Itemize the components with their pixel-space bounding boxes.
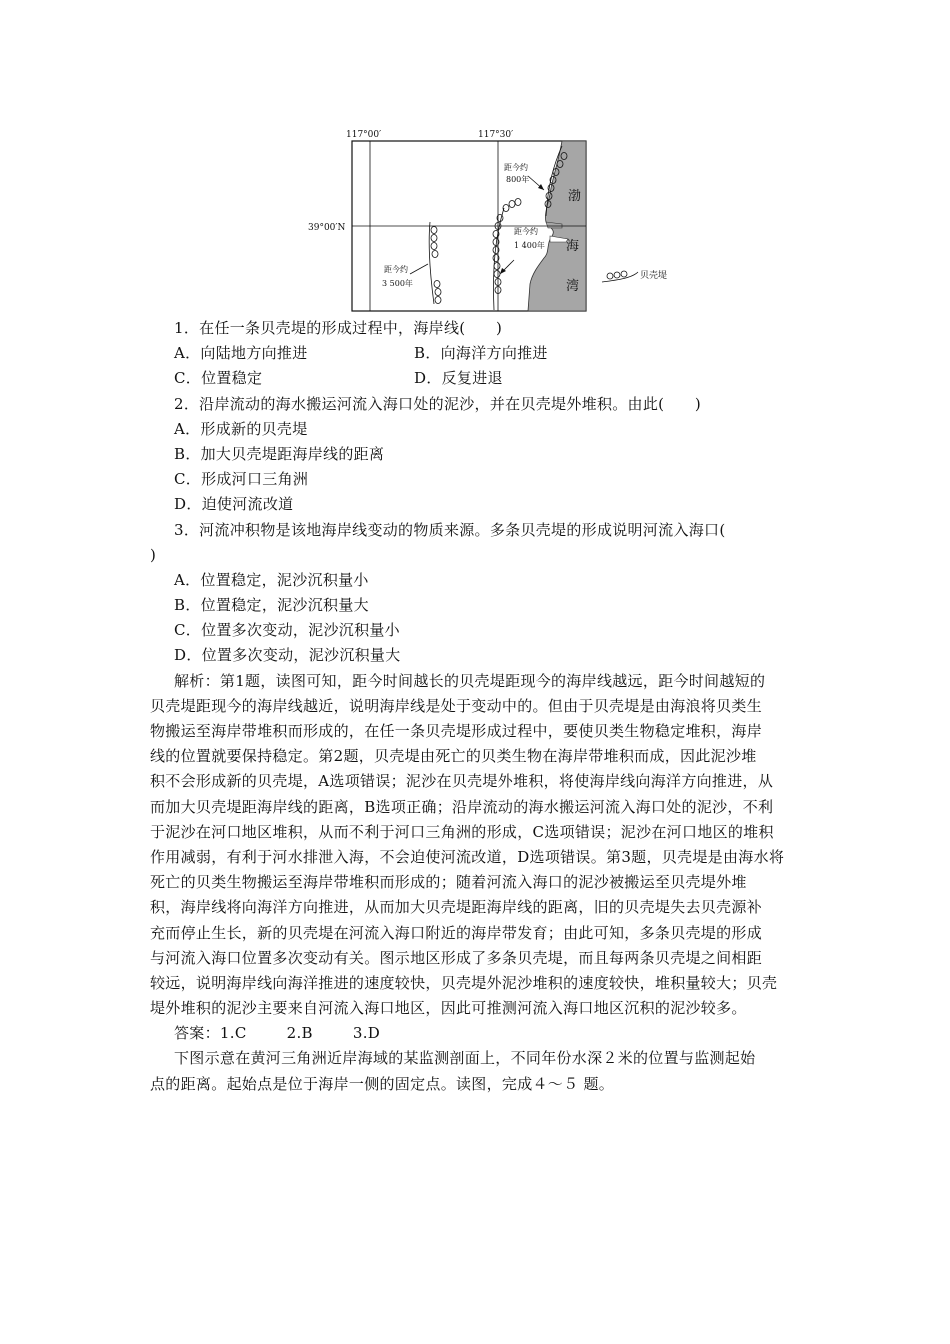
label-3500-line2: 3 500年	[382, 279, 413, 288]
q2-option-d: D．迫使河流改道	[174, 495, 294, 514]
q1-option-b: B．向海洋方向推进	[414, 344, 548, 363]
q1-options-row1	[150, 341, 826, 366]
analysis-line: 与河流入海口位置多次变动有关。图示地区形成了多条贝壳堤，而且每两条贝壳堤之间相距	[150, 948, 763, 967]
answer-2: 2.B	[286, 1024, 313, 1043]
answer-line	[150, 1021, 826, 1046]
q1-stem: 1．在任一条贝壳堤的形成过程中，海岸线( )	[174, 319, 503, 337]
q2-option-c: C．形成河口三角洲	[174, 470, 309, 489]
q1-option-d: D．反复进退	[414, 369, 503, 388]
analysis-line: 作用减弱，有利于河水排泄入海，不会迫使河流改道，D选项错误。第3题，贝壳堤是由海水将	[150, 847, 785, 866]
answer-1: 1.C	[219, 1024, 247, 1043]
q1-option-c: C．位置稳定	[174, 369, 263, 388]
q3-option-c: C．位置多次变动，泥沙沉积量小	[174, 621, 400, 640]
analysis-line: 堤外堆积的泥沙主要来自河流入海口地区，因此可推测河流入海口地区沉积的泥沙较多。	[150, 999, 747, 1018]
q3-option-d: D．位置多次变动，泥沙沉积量大	[174, 646, 401, 665]
legend-label: 贝壳堤	[640, 271, 668, 281]
shell-ridge-map	[300, 124, 700, 314]
analysis-line: 线的位置就要保持稳定。第2题，贝壳堤由死亡的贝类生物在海岸带堆积而成，因此泥沙堆	[150, 747, 757, 766]
analysis-line: 解析：第1题，读图可知，距今时间越长的贝壳堤距现今的海岸线越远，距今时间越短的	[174, 671, 766, 690]
q1-options-row2	[150, 366, 826, 391]
analysis-line: 死亡的贝类生物搬运至海岸带堆积而形成的；随着河流入海口的泥沙被搬运至贝壳堤外堆	[150, 873, 747, 892]
lon-left-label: 117°00′	[346, 130, 382, 140]
q2-option-a: A．形成新的贝壳堤	[174, 419, 308, 438]
analysis-line: 充而停止生长，新的贝壳堤在河流入海口附近的海岸带发育；由此可知，多条贝壳堤的形成	[150, 923, 763, 942]
q3-stem-line2: )	[150, 545, 157, 564]
analysis-line: 贝壳堤距现今的海岸线越近，说明海岸线是处于变动中的。但由于贝壳堤是由海浪将贝类生	[150, 696, 763, 715]
lon-right-label: 117°30′	[478, 130, 514, 140]
analysis-line: 较远，说明海岸线向海洋推进的速度较快，贝壳堤外泥沙堆积的速度较快，堆积量较大；贝壳	[150, 973, 778, 992]
analysis-line: 而加大贝壳堤距海岸线的距离，B选项正确；沿岸流动的海水搬运河流入海口处的泥沙，不利	[150, 797, 774, 816]
q2-stem: 2．沿岸流动的海水搬运河流入海口处的泥沙，并在贝壳堤外堆积。由此( )	[174, 394, 702, 413]
legend-shell-icon	[602, 271, 638, 282]
analysis-paragraph	[150, 669, 826, 1022]
label-800-line2: 800年	[506, 175, 530, 184]
next-intro-line1: 下图示意在黄河三角洲近岸海域的某监测剖面上，不同年份水深２米的位置与监测起始	[174, 1049, 756, 1068]
q2-option-b: B．加大贝壳堤距海岸线的距离	[174, 444, 385, 463]
sea-char-hai: 海	[566, 239, 580, 254]
analysis-line: 物搬运至海岸带堆积而形成的，在任一条贝壳堤形成过程中，要使贝类生物稳定堆积，海岸	[150, 722, 763, 741]
analysis-line: 积不会形成新的贝壳堤，A选项错误；泥沙在贝壳堤外堆积，将使海岸线向海洋方向推进，从	[150, 772, 774, 791]
q1-option-a: A．向陆地方向推进	[174, 344, 308, 363]
answer-3: 3.D	[352, 1024, 381, 1043]
label-1400-line2: 1 400年	[514, 241, 545, 250]
q3-option-a: A．位置稳定，泥沙沉积量小	[174, 570, 369, 589]
lat-label: 39°00′N	[308, 223, 346, 233]
label-3500-line1: 距今约	[384, 265, 408, 274]
q3-stem-line1: 3．河流冲积物是该地海岸线变动的物质来源。多条贝壳堤的形成说明河流入海口(	[174, 520, 726, 539]
next-intro-line2: 点的距离。起始点是位于海岸一侧的固定点。读图，完成４～５ 题。	[150, 1074, 615, 1093]
label-1400-line1: 距今约	[514, 227, 538, 236]
sea-char-wan: 湾	[566, 279, 580, 294]
answer-label: 答案：	[174, 1024, 220, 1043]
analysis-line: 于泥沙在河口地区堆积，从而不利于河口三角洲的形成，C选项错误；泥沙在河口地区的堆积	[150, 822, 774, 841]
analysis-line: 积，海岸线将向海洋方向推进，从而加大贝壳堤距海岸线的距离，旧的贝壳堤失去贝壳源补	[150, 898, 763, 917]
question-block	[150, 316, 826, 1097]
label-800-line1: 距今约	[504, 163, 528, 172]
q3-option-b: B．位置稳定，泥沙沉积量大	[174, 596, 369, 615]
sea-char-bo: 渤	[568, 189, 582, 204]
